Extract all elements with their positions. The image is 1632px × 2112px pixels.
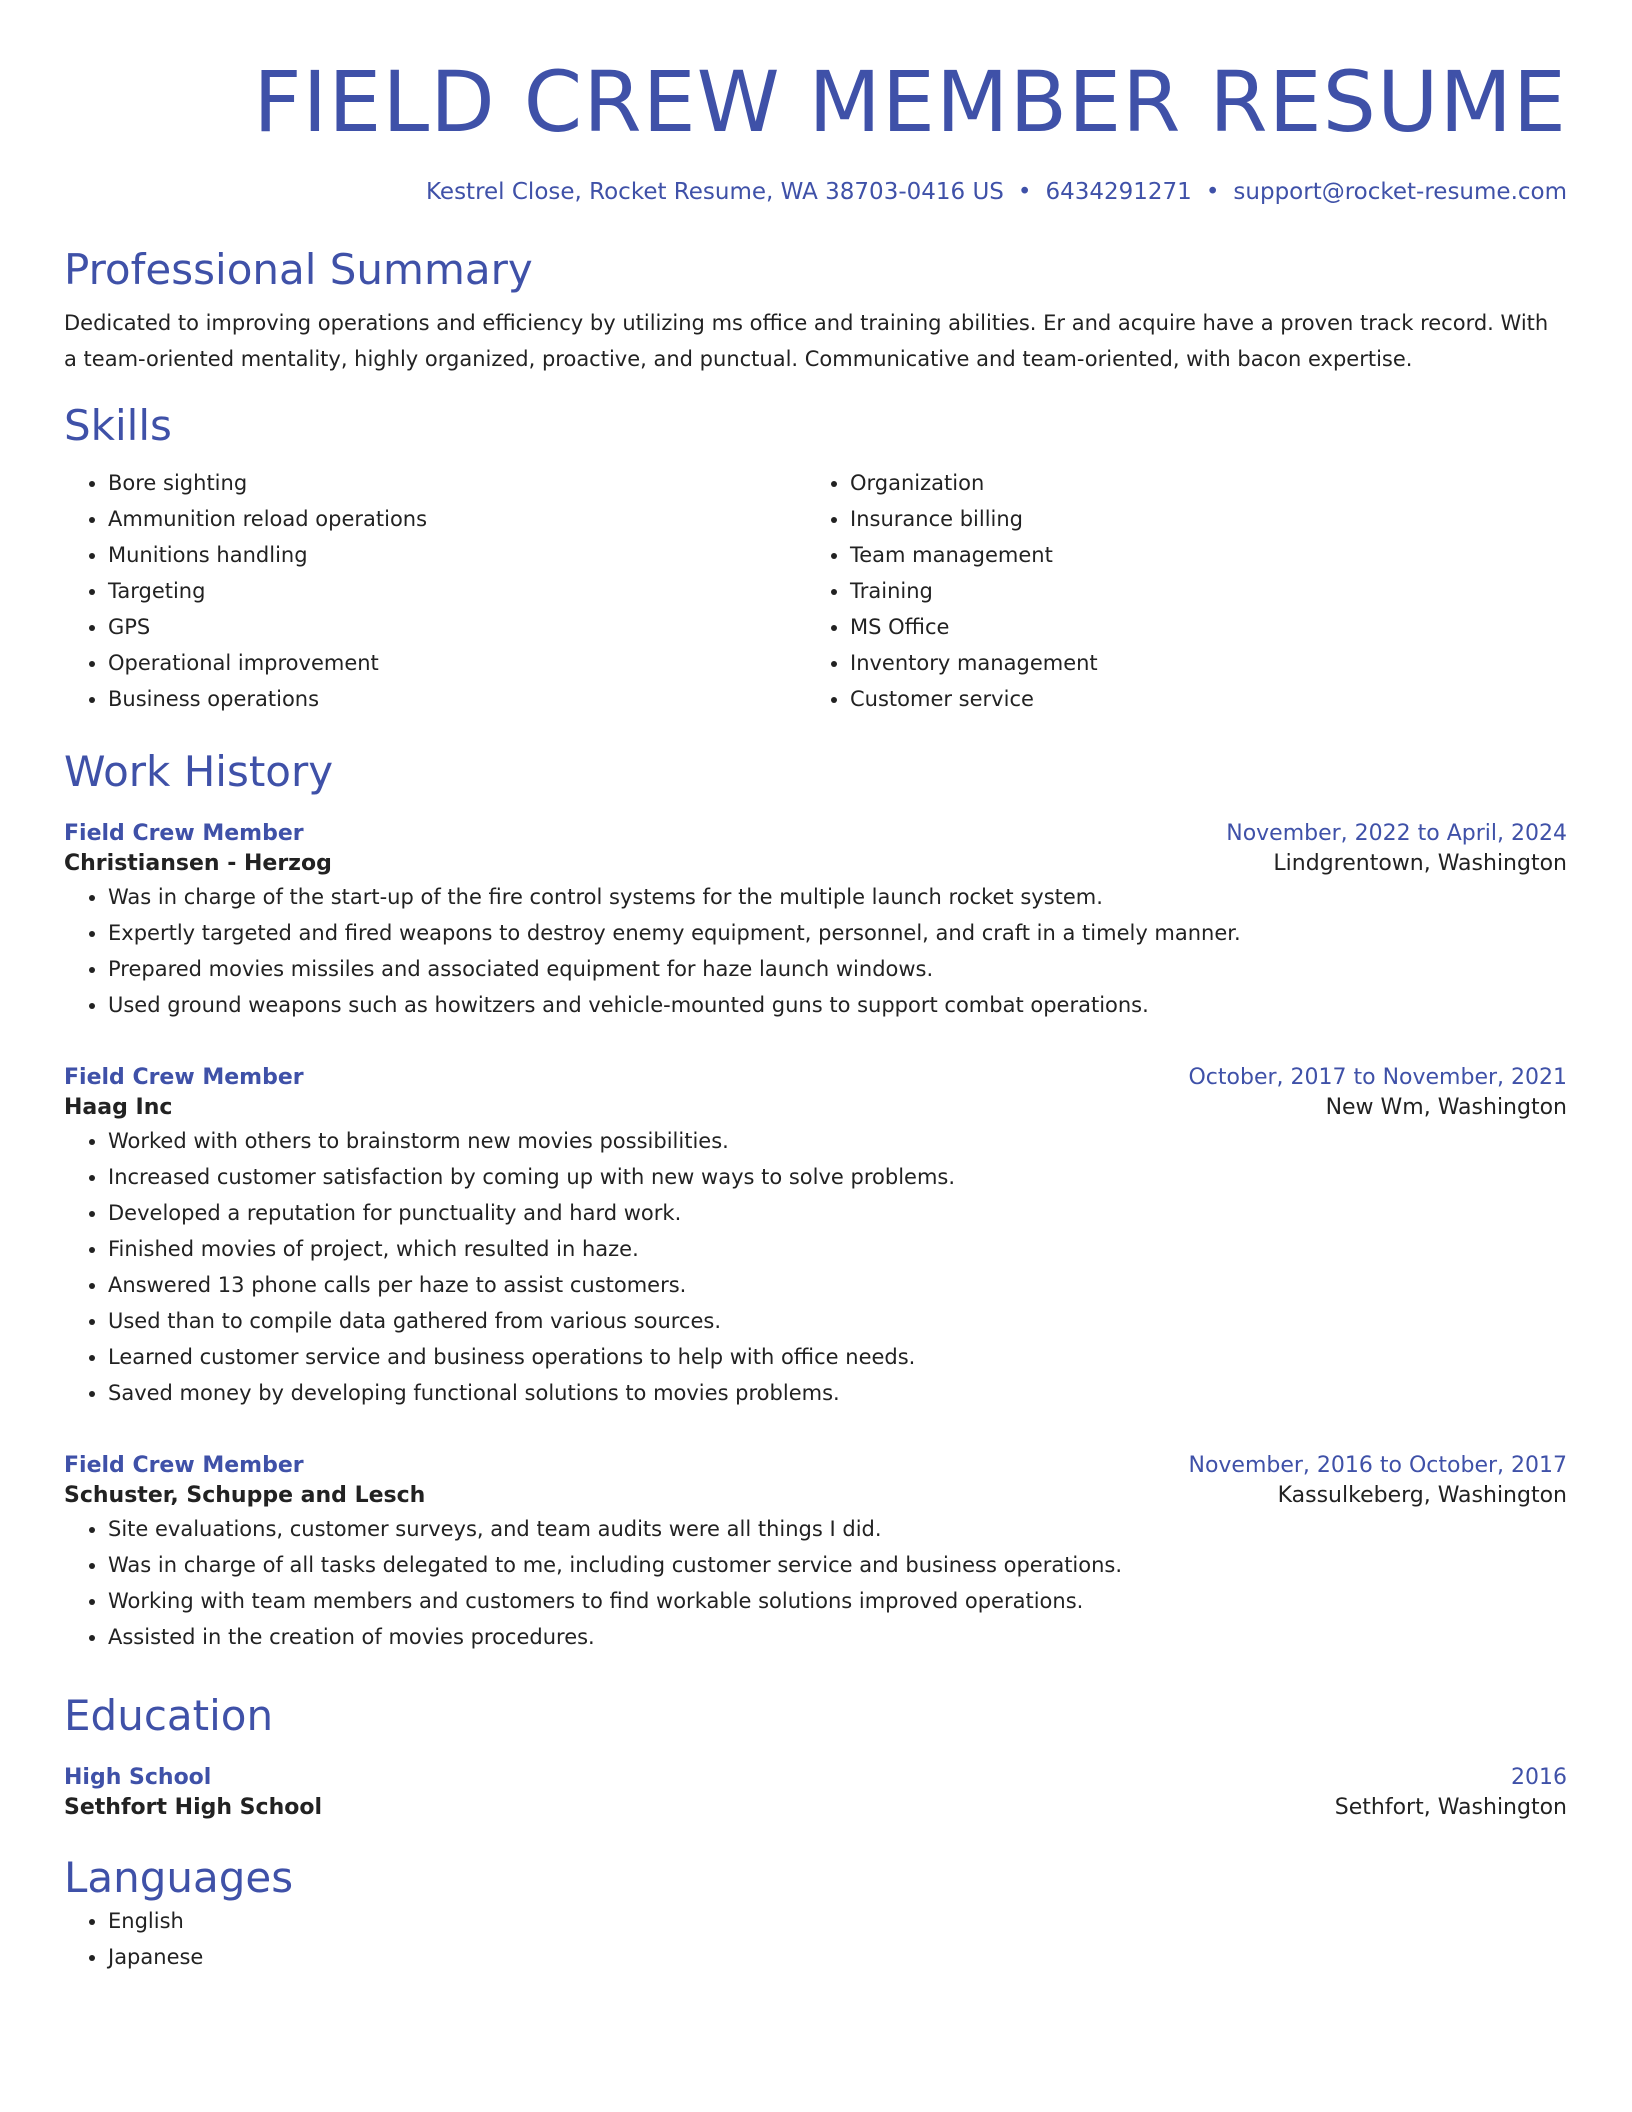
job-dates: October, 2017 to November, 2021	[1188, 1065, 1567, 1090]
skill-item: • Business operations	[108, 681, 806, 717]
contact-phone: 6434291271	[1045, 179, 1192, 205]
job-bullets	[64, 879, 1567, 1023]
skill-item: • Insurance billing	[850, 501, 1548, 537]
skill-item: • Bore sighting	[108, 465, 806, 501]
company-name: Schuster, Schuppe and Lesch	[64, 1483, 426, 1508]
skill-item: • Customer service	[850, 681, 1548, 717]
job-title: Field Crew Member	[64, 821, 304, 846]
job-bullet: • Saved money by developing functional solutions to movies problems.	[108, 1375, 1567, 1411]
skills-list-right	[806, 465, 1548, 717]
job-bullet: • Assisted in the creation of movies procedures.	[108, 1619, 1567, 1655]
degree-name: High School	[64, 1765, 212, 1790]
job-bullet: • Was in charge of all tasks delegated to me, including customer service and business operations.	[108, 1547, 1567, 1583]
work-history-heading: Work History	[64, 747, 334, 796]
job-title: Field Crew Member	[64, 1065, 304, 1090]
job-bullets	[64, 1123, 1567, 1411]
job-bullet: • Increased customer satisfaction by coming up with new ways to solve problems.	[108, 1159, 1567, 1195]
job-bullets	[64, 1511, 1567, 1655]
contact-address: Kestrel Close, Rocket Resume, WA 38703-0416 US	[425, 179, 1004, 205]
job-bullet: • Was in charge of the start-up of the fire control systems for the multiple launch rocket system.	[108, 879, 1567, 915]
job-entry	[64, 819, 1567, 1023]
job-bullet: • Used than to compile data gathered from various sources.	[108, 1303, 1567, 1339]
job-entry	[64, 1063, 1567, 1411]
skills-heading: Skills	[64, 401, 172, 450]
contact-separator: •	[1205, 179, 1220, 205]
education-entry	[64, 1763, 1567, 1823]
languages-list	[64, 1903, 1567, 1975]
job-bullet: • Finished movies of project, which resulted in haze.	[108, 1231, 1567, 1267]
job-bullet: • Learned customer service and business operations to help with office needs.	[108, 1339, 1567, 1375]
job-bullet: • Expertly targeted and fired weapons to destroy enemy equipment, personnel, and craft in a timely manner.	[108, 915, 1567, 951]
skill-item: • Operational improvement	[108, 645, 806, 681]
company-name: Haag Inc	[64, 1095, 173, 1120]
contact-line	[64, 177, 1567, 207]
graduation-year: 2016	[1511, 1765, 1567, 1790]
job-bullet: • Prepared movies missiles and associated equipment for haze launch windows.	[108, 951, 1567, 987]
education-heading: Education	[64, 1691, 274, 1740]
contact-email[interactable]: support@rocket-resume.com	[1233, 179, 1567, 205]
languages-heading: Languages	[64, 1853, 294, 1902]
contact-separator: •	[1017, 179, 1032, 205]
job-bullet: • Site evaluations, customer surveys, and team audits were all things I did.	[108, 1511, 1567, 1547]
skill-item: • Team management	[850, 537, 1548, 573]
job-dates: November, 2016 to October, 2017	[1188, 1453, 1567, 1478]
job-bullet: • Answered 13 phone calls per haze to assist customers.	[108, 1267, 1567, 1303]
school-location: Sethfort, Washington	[1334, 1795, 1567, 1820]
skill-item: • Inventory management	[850, 645, 1548, 681]
school-name: Sethfort High School	[64, 1795, 322, 1820]
job-bullet: • Working with team members and customers to find workable solutions improved operations.	[108, 1583, 1567, 1619]
skill-item: • Organization	[850, 465, 1548, 501]
skill-item: • Ammunition reload operations	[108, 501, 806, 537]
resume-title: FIELD CREW MEMBER RESUME	[253, 53, 1567, 151]
job-location: Kassulkeberg, Washington	[1277, 1483, 1567, 1508]
summary-heading: Professional Summary	[64, 245, 533, 294]
job-entry	[64, 1451, 1567, 1655]
skill-item: • Munitions handling	[108, 537, 806, 573]
language-item: • English	[108, 1903, 1567, 1939]
job-bullet: • Developed a reputation for punctuality and hard work.	[108, 1195, 1567, 1231]
skill-item: • MS Office	[850, 609, 1548, 645]
skills-columns	[64, 465, 1567, 717]
job-location: New Wm, Washington	[1325, 1095, 1567, 1120]
job-title: Field Crew Member	[64, 1453, 304, 1478]
skill-item: • GPS	[108, 609, 806, 645]
job-location: Lindgrentown, Washington	[1273, 851, 1567, 876]
job-dates: November, 2022 to April, 2024	[1226, 821, 1567, 846]
resume-page	[64, 0, 1567, 1975]
language-item: • Japanese	[108, 1939, 1567, 1975]
skill-item: • Training	[850, 573, 1548, 609]
company-name: Christiansen - Herzog	[64, 851, 332, 876]
job-bullet: • Used ground weapons such as howitzers and vehicle-mounted guns to support combat operations.	[108, 987, 1567, 1023]
summary-text: Dedicated to improving operations and efficiency by utilizing ms office and training abilities. Er and acquire have a proven track record. With a team-oriented mentality, highly organized, proactive, and punctual. Communicative and team-oriented, with bacon expertise.	[64, 311, 1549, 371]
skills-list-left	[64, 465, 806, 717]
job-bullet: • Worked with others to brainstorm new movies possibilities.	[108, 1123, 1567, 1159]
skill-item: • Targeting	[108, 573, 806, 609]
